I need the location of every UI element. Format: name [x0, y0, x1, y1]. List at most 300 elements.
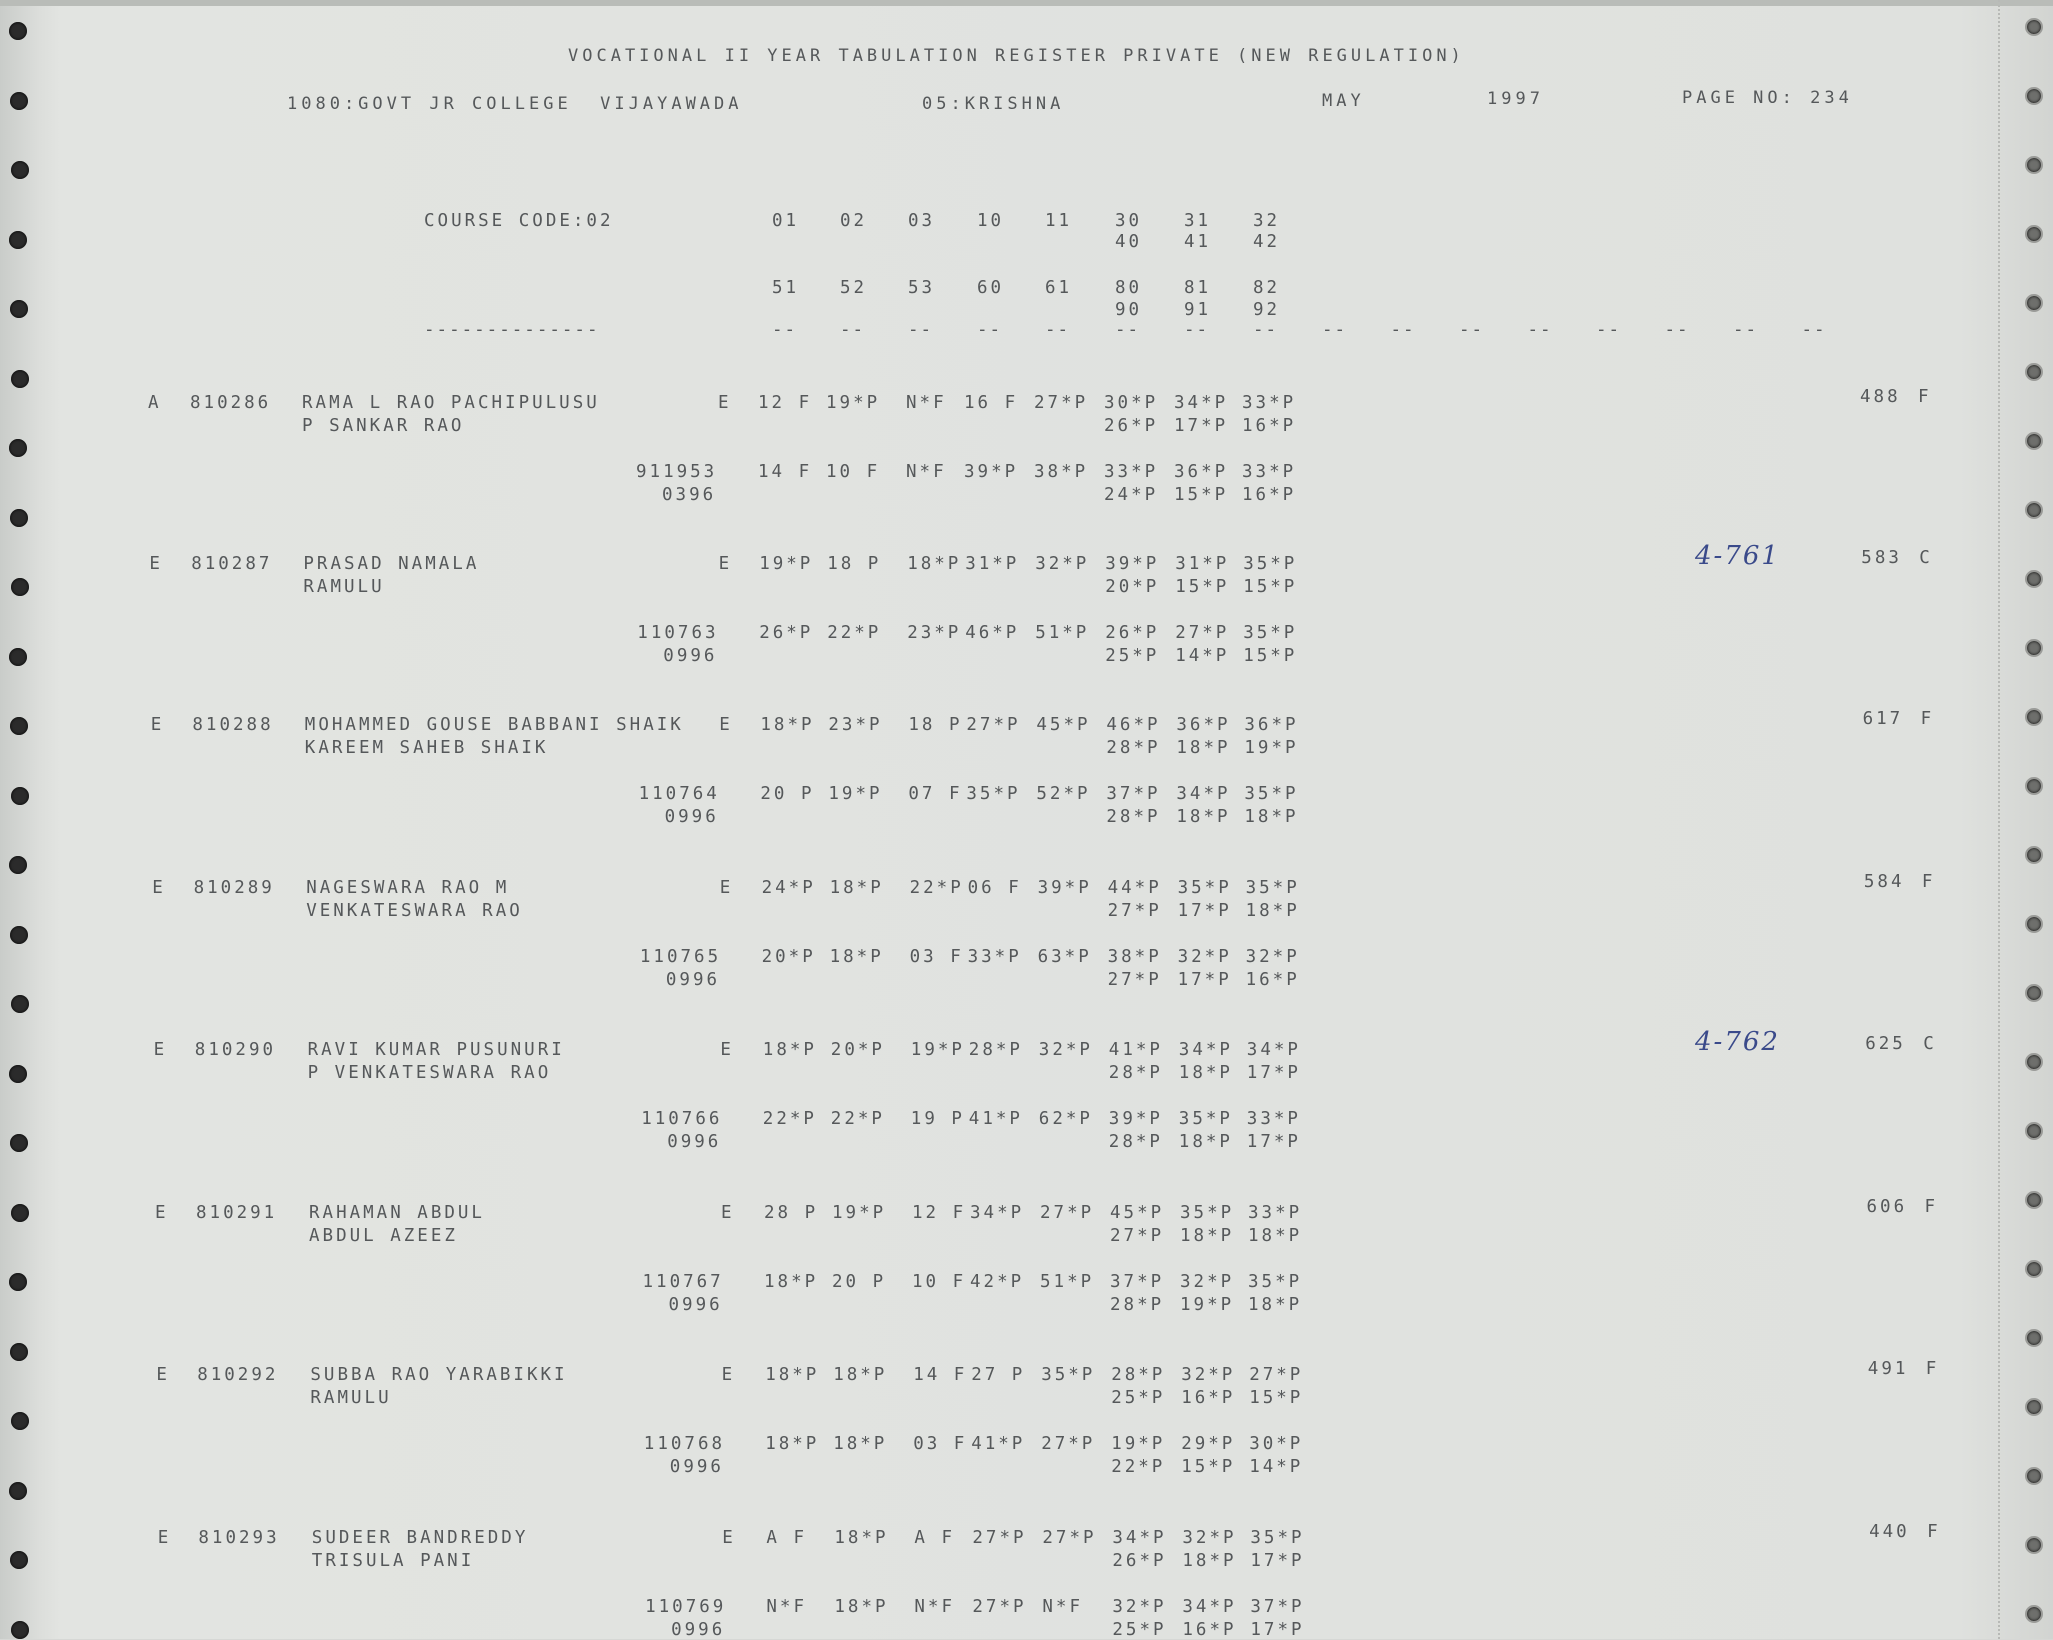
marks-cell: 32*P	[1245, 946, 1300, 967]
marks-cell: 35*P	[1178, 1109, 1233, 1129]
register-title: VOCATIONAL II YEAR TABULATION REGISTER PRIVATE (NEW REGULATION)	[568, 46, 1465, 66]
candidate-name: RAHAMAN ABDUL	[309, 1202, 485, 1223]
reference-number: 110769	[645, 1596, 727, 1617]
handwritten-number: 4-762	[1695, 1027, 1780, 1057]
marks-cell: 18*P	[762, 1040, 817, 1060]
course-code-underline: --------------	[424, 320, 600, 340]
marks-cell: 42*P	[970, 1271, 1025, 1292]
marks-cell: 14 F	[913, 1365, 968, 1385]
feed-hole	[2025, 156, 2043, 174]
marks-cell: 26*P	[759, 623, 814, 643]
marks-cell: 27*P	[1110, 1225, 1165, 1246]
medium-code: E	[718, 393, 732, 413]
marks-cell: 03 F	[913, 1434, 968, 1454]
right-tractor-holes	[2013, 0, 2053, 1639]
reference-code: 0396	[662, 485, 717, 505]
feed-hole	[9, 231, 27, 249]
subject-code: 80	[1115, 278, 1143, 298]
marks-cell: 19*P	[828, 784, 883, 804]
marks-cell: 07 F	[908, 784, 963, 804]
marks-cell: 28*P	[1106, 807, 1161, 827]
result-code: F	[1927, 1521, 1941, 1542]
reference-code: 0996	[671, 1619, 726, 1640]
category-code: A	[148, 393, 162, 413]
marks-cell: 14*P	[1249, 1457, 1304, 1477]
marks-cell: N*F	[1042, 1596, 1083, 1617]
feed-hole	[10, 1343, 28, 1361]
reference-number: 110764	[638, 784, 720, 804]
marks-cell: 27*P	[972, 1527, 1027, 1548]
feed-hole	[10, 300, 28, 318]
marks-cell: 20 P	[832, 1271, 887, 1292]
feed-hole	[2025, 1191, 2043, 1209]
marks-cell: 32*P	[1035, 554, 1090, 574]
marks-cell: 19*P	[1111, 1434, 1166, 1454]
marks-cell: 28*P	[1110, 1294, 1165, 1315]
marks-cell: 19*P	[1180, 1294, 1235, 1315]
marks-cell: 10 F	[912, 1271, 967, 1292]
reference-number: 110768	[643, 1434, 726, 1454]
feed-hole	[11, 787, 29, 805]
feed-hole	[2025, 1053, 2043, 1071]
subject-code: 40	[1115, 232, 1143, 252]
marks-cell: 28*P	[1111, 1365, 1166, 1385]
marks-cell: 19*P	[759, 554, 814, 574]
feed-hole	[9, 22, 27, 40]
column-dash: --	[1596, 320, 1622, 340]
marks-cell: 20*P	[1105, 577, 1160, 597]
marks-cell: 35*P	[1177, 877, 1232, 898]
father-name: RAMULU	[303, 577, 385, 597]
feed-hole	[2025, 294, 2043, 312]
medium-code: E	[719, 877, 734, 898]
medium-code: E	[721, 1365, 736, 1385]
total-marks: 606	[1866, 1196, 1908, 1217]
marks-cell: 18 P	[827, 554, 882, 574]
marks-cell: 33*P	[1104, 462, 1159, 482]
result-code: C	[1923, 1034, 1937, 1054]
roll-number: 810290	[194, 1040, 277, 1060]
marks-cell: 51*P	[1035, 623, 1090, 643]
page-number: PAGE NO: 234	[1682, 88, 1853, 108]
marks-cell: 15*P	[1174, 485, 1229, 505]
marks-cell: 37*P	[1250, 1596, 1305, 1617]
marks-cell: 35*P	[1243, 623, 1298, 643]
marks-cell: 19*P	[832, 1202, 887, 1223]
marks-cell: 18*P	[1178, 1132, 1233, 1152]
marks-cell: 22*P	[762, 1109, 817, 1129]
category-code: E	[155, 1202, 169, 1223]
college-name: 1080:GOVT JR COLLEGE VIJAYAWADA	[287, 94, 743, 114]
reference-code: 0996	[667, 1132, 722, 1152]
candidate-name: NAGESWARA RAO M	[306, 877, 510, 898]
feed-hole	[10, 92, 28, 110]
marks-cell: 27*P	[1175, 623, 1230, 643]
reference-number: 110766	[641, 1109, 723, 1129]
feed-hole	[11, 1204, 29, 1222]
marks-cell: 15*P	[1249, 1388, 1304, 1408]
column-dash: --	[1527, 320, 1553, 340]
subject-code: 90	[1115, 300, 1143, 320]
marks-cell: 24*P	[1104, 485, 1159, 505]
marks-cell: 39*P	[1037, 877, 1092, 898]
marks-cell: 39*P	[1105, 554, 1160, 574]
marks-cell: 17*P	[1177, 969, 1232, 990]
marks-cell: 15*P	[1181, 1457, 1236, 1477]
column-dash: --	[772, 320, 798, 340]
perforation-line	[1998, 0, 2001, 1639]
reference-code: 0996	[669, 1457, 724, 1477]
subject-code: 82	[1253, 278, 1281, 298]
roll-number: 810286	[190, 393, 272, 413]
marks-cell: 27*P	[1040, 1202, 1095, 1223]
district-name: 05:KRISHNA	[922, 94, 1065, 114]
father-name: P SANKAR RAO	[302, 416, 465, 436]
feed-hole	[11, 578, 29, 596]
marks-cell: 28*P	[1108, 1063, 1163, 1083]
medium-code: E	[722, 1527, 736, 1548]
marks-cell: 51*P	[1040, 1271, 1095, 1292]
subject-code: 51	[772, 278, 800, 298]
marks-cell: 18*P	[834, 1596, 889, 1617]
marks-cell: 12 F	[912, 1202, 967, 1223]
marks-cell: 18*P	[765, 1434, 820, 1454]
marks-cell: 33*P	[967, 946, 1022, 967]
marks-cell: 18*P	[1178, 1063, 1233, 1083]
marks-cell: 35*P	[1250, 1527, 1305, 1548]
column-dash: --	[908, 320, 934, 340]
subject-code: 61	[1045, 278, 1073, 298]
marks-cell: 03 F	[909, 946, 964, 967]
category-code: E	[152, 877, 166, 898]
marks-cell: 17*P	[1246, 1132, 1301, 1152]
marks-cell: 38*P	[1034, 462, 1089, 482]
medium-code: E	[718, 554, 733, 574]
column-dash: --	[1115, 320, 1141, 340]
marks-cell: 45*P	[1110, 1202, 1165, 1223]
marks-cell: N*F	[766, 1596, 807, 1617]
marks-cell: 17*P	[1246, 1063, 1301, 1083]
marks-cell: 36*P	[1176, 715, 1231, 735]
father-name: VENKATESWARA RAO	[306, 900, 523, 921]
marks-cell: 33*P	[1248, 1202, 1303, 1223]
marks-cell: 30*P	[1104, 393, 1159, 413]
marks-cell: 27*P	[1249, 1365, 1304, 1385]
category-code: E	[149, 554, 163, 574]
marks-cell: 16*P	[1242, 416, 1297, 436]
marks-cell: 26*P	[1104, 416, 1159, 436]
marks-cell: 17*P	[1250, 1550, 1305, 1571]
marks-cell: 34*P	[1182, 1596, 1237, 1617]
marks-cell: 14*P	[1175, 646, 1230, 666]
column-dash: --	[1801, 320, 1827, 340]
subject-code: 42	[1253, 232, 1281, 252]
feed-hole	[2025, 639, 2043, 657]
marks-cell: 24*P	[761, 877, 816, 898]
category-code: E	[153, 1040, 168, 1060]
feed-hole	[2025, 1260, 2043, 1278]
marks-cell: 62*P	[1038, 1109, 1093, 1129]
marks-cell: 18*P	[764, 1271, 819, 1292]
marks-cell: 16 F	[964, 393, 1019, 413]
feed-hole	[11, 1412, 29, 1430]
marks-cell: 36*P	[1174, 462, 1229, 482]
marks-cell: 35*P	[1243, 554, 1298, 574]
marks-cell: 31*P	[965, 554, 1020, 574]
marks-cell: 32*P	[1181, 1365, 1236, 1385]
total-marks: 583	[1861, 548, 1902, 568]
total-marks: 584	[1863, 871, 1905, 892]
marks-cell: 17*P	[1250, 1619, 1305, 1640]
marks-cell: 17*P	[1177, 900, 1232, 921]
marks-cell: 34*P	[1176, 784, 1231, 804]
marks-cell: 35*P	[1041, 1365, 1096, 1385]
marks-cell: 18*P	[833, 1434, 888, 1454]
roll-number: 810289	[193, 877, 275, 898]
reference-code: 0996	[664, 807, 719, 827]
feed-hole	[2025, 1467, 2043, 1485]
result-code: F	[1924, 1196, 1939, 1217]
marks-cell: 18*P	[765, 1365, 820, 1385]
feed-hole	[10, 926, 28, 944]
marks-cell: 19*P	[826, 393, 881, 413]
marks-cell: 35*P	[966, 784, 1021, 804]
marks-cell: 34*P	[970, 1202, 1025, 1223]
father-name: P VENKATESWARA RAO	[307, 1063, 552, 1083]
marks-cell: 63*P	[1037, 946, 1092, 967]
subject-code: 03	[908, 211, 936, 231]
marks-cell: 06 F	[967, 877, 1022, 898]
roll-number: 810291	[196, 1202, 278, 1223]
marks-cell: 18*P	[760, 715, 815, 735]
marks-cell: N*F	[906, 462, 947, 482]
marks-cell: 14 F	[758, 462, 813, 482]
marks-cell: 33*P	[1242, 393, 1297, 413]
subject-code: 31	[1184, 211, 1212, 231]
feed-hole	[2025, 18, 2043, 36]
marks-cell: 45*P	[1036, 715, 1091, 735]
marks-cell: 18*P	[1182, 1550, 1237, 1571]
subject-code: 52	[840, 278, 868, 298]
marks-cell: 25*P	[1105, 646, 1160, 666]
subject-code: 11	[1045, 211, 1073, 231]
feed-hole	[2025, 87, 2043, 105]
marks-cell: 32*P	[1182, 1527, 1237, 1548]
feed-hole	[9, 1482, 27, 1500]
marks-cell: 27*P	[1107, 969, 1162, 990]
marks-cell: 46*P	[1106, 715, 1161, 735]
marks-cell: 34*P	[1178, 1040, 1233, 1060]
marks-cell: 18*P	[829, 946, 884, 967]
feed-hole	[2025, 501, 2043, 519]
subject-code: 53	[908, 278, 936, 298]
marks-cell: N*F	[914, 1596, 955, 1617]
marks-cell: 41*P	[968, 1109, 1023, 1129]
marks-cell: 29*P	[1181, 1434, 1236, 1454]
marks-cell: 12 F	[758, 393, 813, 413]
marks-cell: 16*P	[1182, 1619, 1237, 1640]
reference-number: 911953	[636, 462, 718, 482]
marks-cell: N*F	[906, 393, 947, 413]
reference-number: 110763	[637, 623, 719, 643]
candidate-name: RAVI KUMAR PUSUNURI	[307, 1040, 565, 1060]
marks-cell: 35*P	[1244, 784, 1299, 804]
marks-cell: 28*P	[1106, 738, 1161, 758]
feed-hole	[9, 856, 27, 874]
marks-cell: 28*P	[968, 1040, 1023, 1060]
marks-cell: 18*P	[1176, 738, 1231, 758]
roll-number: 810288	[192, 715, 274, 735]
total-marks: 488	[1860, 387, 1901, 407]
total-marks: 617	[1862, 709, 1904, 729]
candidate-name: RAMA L RAO PACHIPULUSU	[302, 393, 600, 413]
marks-cell: 35*P	[1245, 877, 1300, 898]
marks-cell: 18*P	[907, 554, 962, 574]
marks-cell: 38*P	[1107, 946, 1162, 967]
marks-cell: 28 P	[764, 1202, 819, 1223]
marks-cell: 16*P	[1242, 485, 1297, 505]
medium-code: E	[720, 1040, 734, 1060]
marks-cell: 18*P	[833, 1365, 888, 1385]
marks-cell: 22*P	[827, 623, 882, 643]
column-dash: --	[1733, 320, 1759, 340]
feed-hole	[9, 439, 27, 457]
marks-cell: 31*P	[1175, 554, 1230, 574]
marks-cell: 26*P	[1112, 1550, 1167, 1571]
marks-cell: 15*P	[1175, 577, 1230, 597]
column-dash: --	[1664, 320, 1690, 340]
exam-month: MAY	[1322, 91, 1365, 111]
marks-cell: A F	[914, 1527, 955, 1548]
marks-cell: 18*P	[1244, 807, 1299, 827]
column-dash: --	[1322, 320, 1348, 340]
feed-hole	[9, 648, 27, 666]
result-code: C	[1919, 548, 1933, 568]
column-dash: --	[1253, 320, 1279, 340]
total-marks: 491	[1867, 1359, 1909, 1379]
feed-hole	[2025, 1398, 2043, 1416]
marks-cell: 27*P	[1041, 1434, 1096, 1454]
marks-cell: 32*P	[1180, 1271, 1235, 1292]
marks-cell: 27*P	[1042, 1527, 1097, 1548]
candidate-name: MOHAMMED GOUSE BABBANI SHAIK	[304, 715, 684, 735]
feed-hole	[2025, 1329, 2043, 1347]
total-marks: 440	[1869, 1521, 1910, 1542]
marks-cell: 41*P	[1108, 1040, 1163, 1060]
feed-hole	[2025, 915, 2043, 933]
reference-code: 0996	[665, 969, 721, 990]
medium-code: E	[721, 1202, 735, 1223]
column-dash: --	[977, 320, 1003, 340]
marks-cell: 27 P	[971, 1365, 1026, 1385]
subject-code: 41	[1184, 232, 1212, 252]
subject-code: 92	[1253, 300, 1281, 320]
marks-cell: 33*P	[1242, 462, 1297, 482]
marks-cell: 18*P	[1245, 900, 1300, 921]
reference-number: 110765	[639, 946, 722, 967]
marks-cell: 17*P	[1174, 416, 1229, 436]
father-name: KAREEM SAHEB SHAIK	[304, 738, 549, 758]
feed-hole	[2025, 570, 2043, 588]
subject-code: 02	[840, 211, 868, 231]
marks-cell: 18*P	[834, 1527, 889, 1548]
marks-cell: 16*P	[1181, 1388, 1236, 1408]
roll-number: 810292	[197, 1365, 279, 1385]
marks-cell: 28*P	[1108, 1132, 1163, 1152]
marks-cell: 34*P	[1246, 1040, 1301, 1060]
feed-hole	[11, 995, 29, 1013]
marks-cell: 10 F	[826, 462, 881, 482]
marks-cell: 39*P	[964, 462, 1019, 482]
feed-hole	[10, 509, 28, 527]
column-dash: --	[1045, 320, 1071, 340]
column-dash: --	[840, 320, 866, 340]
result-code: F	[1920, 709, 1935, 729]
candidate-name: SUBBA RAO YARABIKKI	[310, 1365, 568, 1385]
course-code: COURSE CODE:02	[424, 211, 614, 231]
feed-hole	[2025, 1122, 2043, 1140]
subject-code: 91	[1184, 300, 1212, 320]
marks-cell: 27*P	[972, 1596, 1027, 1617]
marks-cell: 30*P	[1249, 1434, 1304, 1454]
marks-cell: 35*P	[1248, 1271, 1303, 1292]
medium-code: E	[719, 715, 733, 735]
feed-hole	[2025, 225, 2043, 243]
marks-cell: 32*P	[1038, 1040, 1093, 1060]
subject-code: 30	[1115, 211, 1143, 231]
marks-cell: 22*P	[1111, 1457, 1166, 1477]
father-name: TRISULA PANI	[311, 1550, 475, 1571]
subject-code: 60	[977, 278, 1005, 298]
feed-hole	[2025, 846, 2043, 864]
marks-cell: 20 P	[760, 784, 815, 804]
feed-hole	[9, 1065, 27, 1083]
category-code: E	[150, 715, 165, 735]
left-tractor-holes	[0, 0, 40, 1639]
marks-cell: 22*P	[830, 1109, 885, 1129]
marks-cell: 16*P	[1245, 969, 1300, 990]
roll-number: 810287	[191, 554, 273, 574]
marks-cell: 19*P	[1244, 738, 1299, 758]
candidate-name: PRASAD NAMALA	[303, 554, 480, 574]
feed-hole	[11, 1621, 29, 1639]
reference-number: 110767	[642, 1271, 724, 1292]
total-marks: 625	[1865, 1034, 1906, 1054]
marks-cell: 18*P	[829, 877, 884, 898]
subject-code: 10	[977, 211, 1005, 231]
marks-cell: 27*P	[966, 715, 1021, 735]
feed-hole	[11, 370, 29, 388]
marks-cell: 18*P	[1176, 807, 1231, 827]
feed-hole	[10, 717, 28, 735]
father-name: ABDUL AZEEZ	[309, 1225, 458, 1246]
feed-hole	[10, 1551, 28, 1569]
paper-top-edge	[0, 0, 2053, 6]
feed-hole	[11, 161, 29, 179]
marks-cell: 37*P	[1106, 784, 1161, 804]
subject-code: 32	[1253, 211, 1281, 231]
exam-year: 1997	[1487, 89, 1544, 109]
marks-cell: 37*P	[1110, 1271, 1165, 1292]
marks-cell: 27*P	[1034, 393, 1089, 413]
marks-cell: 27*P	[1107, 900, 1162, 921]
marks-cell: 18*P	[1180, 1225, 1235, 1246]
marks-cell: 34*P	[1112, 1527, 1167, 1548]
marks-cell: 32*P	[1177, 946, 1232, 967]
marks-cell: 23*P	[907, 623, 962, 643]
feed-hole	[10, 1134, 28, 1152]
marks-cell: 33*P	[1246, 1109, 1301, 1129]
